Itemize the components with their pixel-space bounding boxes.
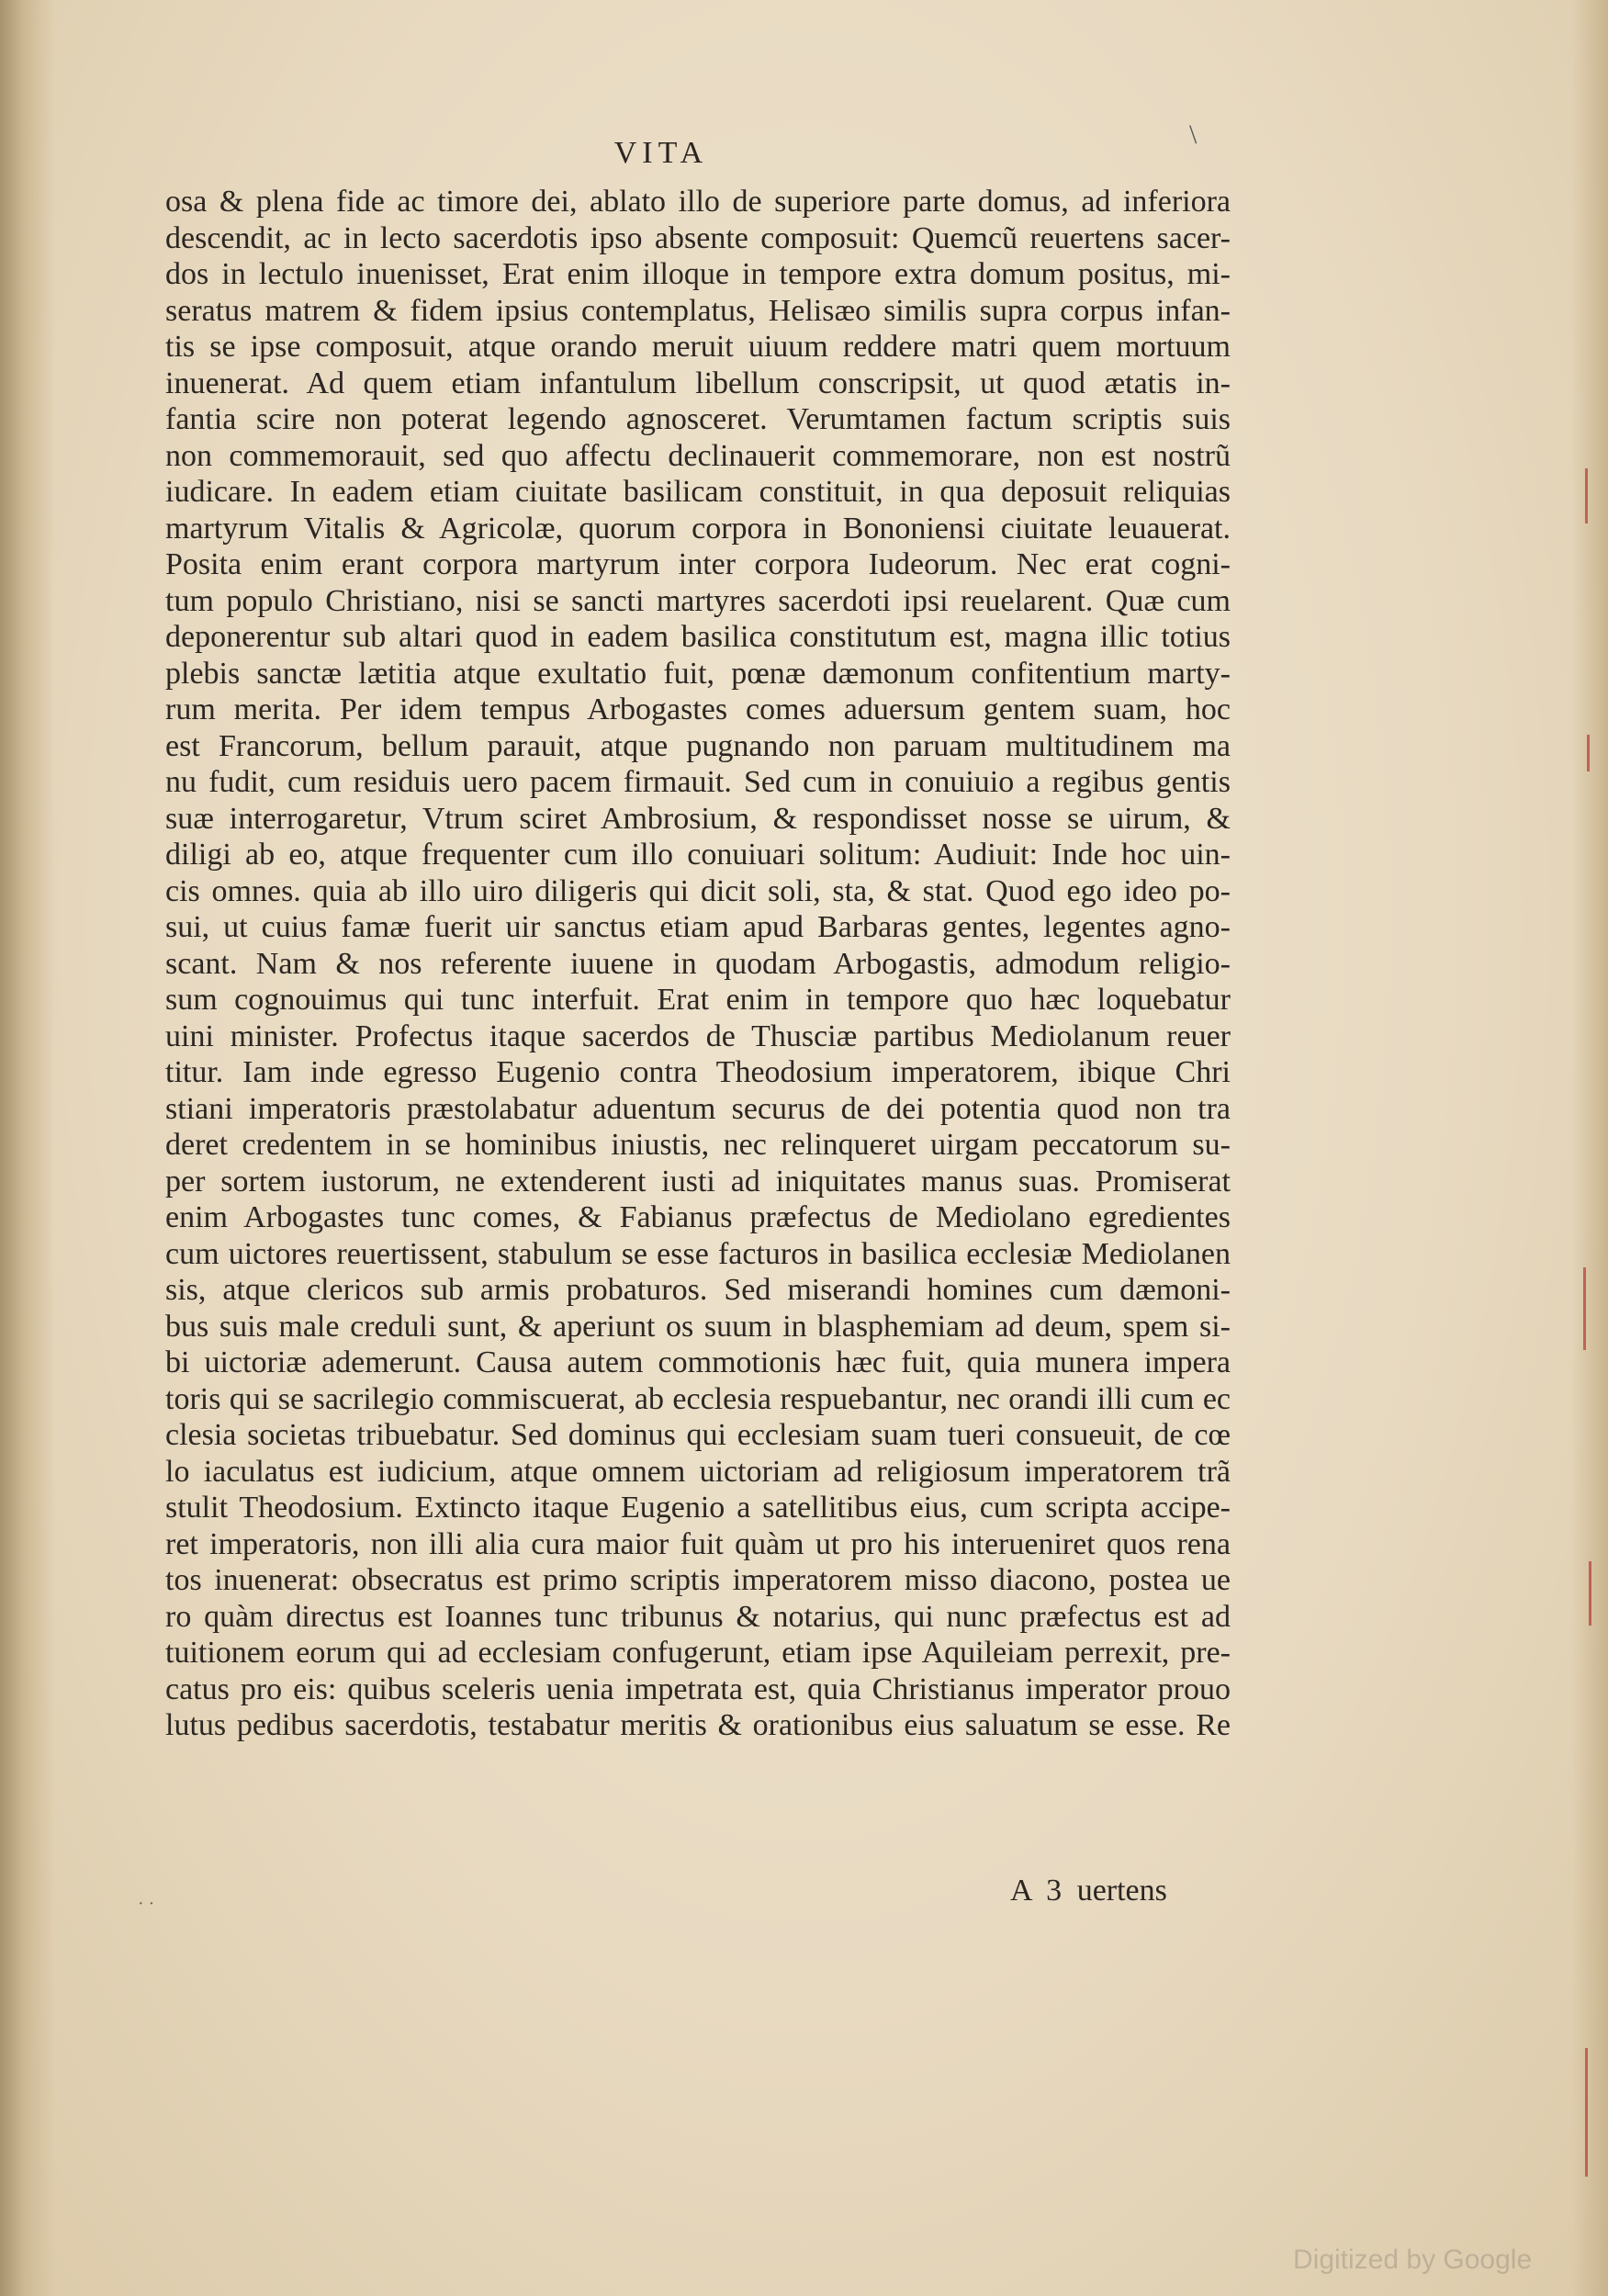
- text-line: plebis sanctæ lætitia atque exultatio fuit, pœnæ dæmonum confitentium marty-: [165, 656, 1231, 691]
- watermark: Digitized by Google: [1293, 2245, 1533, 2275]
- text-line: est Francorum, bellum parauit, atque pugnando non paruam multitudinem ma: [165, 728, 1231, 763]
- text-line: nu fudit, cum residuis uero pacem firmauit. Sed cum in conuiuio a regibus gentis: [165, 765, 1231, 799]
- text-line: lutus pedibus sacerdotis, testabatur meritis & orationibus eius saluatum se esse. Re: [165, 1708, 1231, 1742]
- signature-line: [1010, 1874, 1231, 1908]
- text-line: suæ interrogaretur, Vtrum sciret Ambrosium, & respondisset nosse se uirum, &: [165, 801, 1231, 836]
- text-line: tos inuenerat: obsecratus est primo scriptis imperatorem misso diacono, postea ue: [165, 1563, 1231, 1597]
- text-line: descendit, ac in lecto sacerdotis ipso absente composuit: Quemcũ reuertens sacer-: [165, 220, 1231, 255]
- text-line: ro quàm directus est Ioannes tunc tribunus & notarius, qui nunc præfectus est ad: [165, 1599, 1231, 1634]
- text-line: sui, ut cuius famæ fuerit uir sanctus etiam apud Barbaras gentes, legentes agno-: [165, 910, 1231, 944]
- text-line: sum cognouimus qui tunc interfuit. Erat enim in tempore quo hæc loquebatur: [165, 983, 1231, 1017]
- text-line: iudicare. In eadem etiam ciuitate basilicam constituit, in qua deposuit reliquias: [165, 475, 1231, 509]
- text-line: enim Arbogastes tunc comes, & Fabianus præfectus de Mediolano egredientes: [165, 1200, 1231, 1234]
- red-rubric-mark: [1585, 2048, 1588, 2177]
- text-line: non commemorauit, sed quo affectu declinauerit commemorare, non est nostrũ: [165, 438, 1231, 473]
- printer-mark: · ·: [138, 1894, 155, 1914]
- red-rubric-mark: [1583, 1267, 1586, 1350]
- text-line: diligi ab eo, atque frequenter cum illo conuiuari solitum: Audiuit: Inde hoc uin-: [165, 838, 1231, 872]
- text-line: bi uictoriæ ademerunt. Causa autem commotionis hæc fuit, quia munera impera: [165, 1345, 1231, 1379]
- text-line: scant. Nam & nos referente iuuene in quodam Arbogastis, admodum religio-: [165, 946, 1231, 981]
- text-line: martyrum Vitalis & Agricolæ, quorum corpora in Bononiensi ciuitate leuauerat.: [165, 511, 1231, 546]
- text-line: osa & plena fide ac timore dei, ablato illo de superiore parte domus, ad inferiora: [165, 185, 1231, 219]
- text-line: deponerentur sub altari quod in eadem basilica constitutum est, magna illic totius: [165, 620, 1231, 654]
- text-line: clesia societas tribuebatur. Sed dominus qui ecclesiam suam tueri consueuit, de cœ: [165, 1418, 1231, 1452]
- text-line: toris qui se sacrilegio commiscuerat, ab ecclesia respuebantur, nec orandi illi cum ec: [165, 1381, 1231, 1416]
- text-line: seratus matrem & fidem ipsius contemplatus, Helisæo similis supra corpus infan-: [165, 293, 1231, 328]
- text-line: inuenerat. Ad quem etiam infantulum libellum conscripsit, ut quod ætatis in-: [165, 366, 1231, 400]
- red-rubric-mark: [1587, 735, 1590, 771]
- text-line: fantia scire non poterat legendo agnosceret. Verumtamen factum scriptis suis: [165, 402, 1231, 436]
- text-line: cis omnes. quia ab illo uiro diligeris qui dicit soli, sta, & stat. Quod ego ideo po-: [165, 873, 1231, 908]
- text-line: deret credentem in se hominibus iniustis, nec relinqueret uirgam peccatorum su-: [165, 1128, 1231, 1162]
- text-line: sis, atque clericos sub armis probaturos. Sed miserandi homines cum dæmoni-: [165, 1273, 1231, 1307]
- text-line: titur. Iam inde egresso Eugenio contra Theodosium imperatorem, ibique Chri: [165, 1055, 1231, 1089]
- red-rubric-mark: [1585, 468, 1588, 523]
- text-line: ret imperatoris, non illi alia cura maior fuit quàm ut pro his interueniret quos rena: [165, 1526, 1231, 1561]
- text-line: Posita enim erant corpora martyrum inter corpora Iudeorum. Nec erat cogni-: [165, 547, 1231, 581]
- text-line: tuitionem eorum qui ad ecclesiam confugerunt, etiam ipse Aquileiam perrexit, pre-: [165, 1636, 1231, 1670]
- text-line: per sortem iustorum, ne extenderent iusti ad iniquitates manus suas. Promiserat: [165, 1164, 1231, 1199]
- text-line: stiani imperatoris præstolabatur aduentum securus de dei potentia quod non tra: [165, 1091, 1231, 1126]
- signature-mark: A 3: [1010, 1874, 1063, 1908]
- ink-tick: \: [1189, 119, 1198, 150]
- text-line: lo iaculatus est iudicium, atque omnem uictoriam ad religiosum imperatorem trã: [165, 1454, 1231, 1489]
- text-line: tis se ipse composuit, atque orando meruit uiuum reddere matri quem mortuum: [165, 330, 1231, 364]
- page-edge: [1571, 0, 1608, 2296]
- text-line: cum uictores reuertissent, stabulum se esse facturos in basilica ecclesiæ Mediolanen: [165, 1236, 1231, 1271]
- red-rubric-mark: [1589, 1561, 1591, 1626]
- text-line: catus pro eis: quibus sceleris uenia impetrata est, quia Christianus imperator prouo: [165, 1671, 1231, 1706]
- binding-shadow: [0, 0, 55, 2296]
- text-line: uini minister. Profectus itaque sacerdos de Thusciæ partibus Mediolanum reuer: [165, 1019, 1231, 1053]
- running-head: VITA: [613, 136, 709, 170]
- catchword: uertens: [1076, 1874, 1167, 1908]
- text-line: bus suis male creduli sunt, & aperiunt os suum in blasphemiam ad deum, spem si-: [165, 1309, 1231, 1344]
- text-line: stulit Theodosium. Extincto itaque Eugenio a satellitibus eius, cum scripta accipe-: [165, 1491, 1231, 1525]
- text-line: tum populo Christiano, nisi se sancti martyres sacerdoti ipsi reuelarent. Quæ cum: [165, 583, 1231, 618]
- text-block: [165, 184, 1231, 1744]
- text-line: dos in lectulo inuenisset, Erat enim illoque in tempore extra domum positus, mi-: [165, 257, 1231, 291]
- text-line: rum merita. Per idem tempus Arbogastes comes aduersum gentem suam, hoc: [165, 692, 1231, 726]
